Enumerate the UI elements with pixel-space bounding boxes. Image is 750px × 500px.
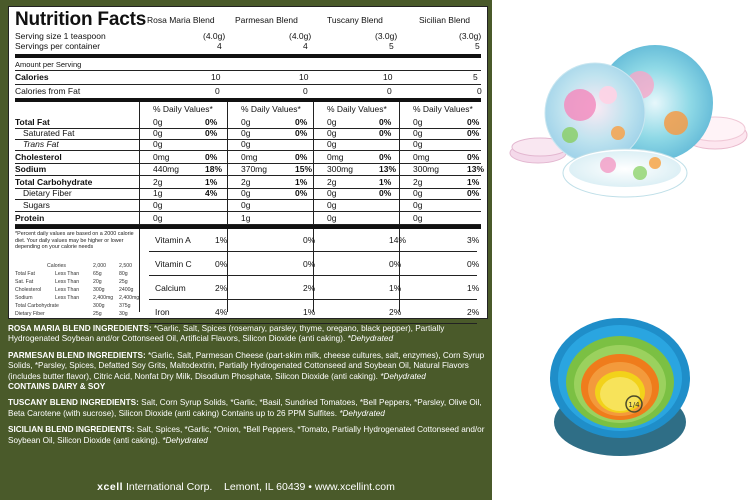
vitamin-value: 2% — [467, 307, 480, 317]
nutrient-amount: 0mg — [241, 152, 258, 162]
nutrient-amount: 0g — [153, 139, 163, 149]
column-separator — [139, 102, 140, 312]
vitamin-value: 0% — [467, 259, 480, 269]
footnote-table-cell: Sat. Fat — [15, 279, 34, 285]
nutrient-percent: 1% — [205, 177, 218, 187]
nutrient-percent: 0% — [467, 128, 480, 138]
dv-header: % Daily Values* — [327, 104, 387, 114]
nutrient-row — [15, 200, 481, 211]
footnote-table-cell: 300g — [93, 303, 105, 309]
servings-value: 5 — [475, 41, 480, 51]
footnote-table-cell: Less Than — [55, 295, 80, 301]
vitamin-value: 1% — [303, 307, 316, 317]
nutrient-label: Sugars — [23, 200, 50, 210]
column-header: Sicilian Blend — [419, 15, 471, 25]
nutrient-row — [15, 152, 481, 163]
divider — [15, 70, 481, 71]
footnote-table-cell: Cholesterol — [15, 287, 42, 293]
vitamin-value: 2% — [389, 307, 402, 317]
bullet-separator: • — [308, 481, 312, 493]
serving-size-label: Serving size 1 teaspoon — [15, 31, 106, 41]
divider — [15, 150, 481, 151]
nutrient-amount: 0g — [241, 200, 251, 210]
footnote-table-cell: 2,400mg — [93, 295, 114, 301]
vitamin-row — [149, 253, 480, 275]
footnote-table-cell: 2,000 — [93, 263, 106, 269]
footnote-table-cell: Total Carbohydrate — [15, 303, 59, 309]
servings-value: 5 — [389, 41, 394, 51]
footnote-table-cell: 2,500 — [119, 263, 132, 269]
nutrient-percent: 0% — [379, 128, 392, 138]
nutrient-label: Total Carbohydrate — [15, 177, 93, 187]
vitamin-value: 0% — [303, 259, 316, 269]
dv-header: % Daily Values* — [413, 104, 473, 114]
nutrient-percent: 0% — [467, 152, 480, 162]
nutrient-amount: 0g — [153, 128, 163, 138]
nutrient-amount: 0g — [153, 213, 163, 223]
nutrient-percent: 0% — [467, 188, 480, 198]
label-title: Nutrition Facts — [15, 9, 147, 30]
company-footer — [0, 481, 492, 493]
company-city: Lemont, IL 60439 — [224, 481, 306, 493]
nutrient-percent: 13% — [379, 164, 397, 174]
nutrient-amount: 0g — [327, 200, 337, 210]
footnote-table-cell: Less Than — [55, 271, 80, 277]
nutrient-amount: 0g — [327, 188, 337, 198]
vitamin-label: Vitamin C — [155, 259, 192, 269]
divider — [15, 211, 481, 212]
nutrient-row — [15, 213, 481, 224]
nutrient-percent: 0% — [295, 188, 308, 198]
vitamin-row — [149, 229, 480, 251]
nutrient-percent: 13% — [467, 164, 485, 174]
nutrient-amount: 0g — [413, 117, 423, 127]
vitamin-row — [149, 301, 480, 323]
nutrient-label: Protein — [15, 213, 45, 223]
nutrient-label: Total Fat — [15, 117, 50, 127]
nutrient-amount: 440mg — [153, 164, 179, 174]
company-url: www.xcellint.com — [314, 481, 395, 493]
sicilian-ingredients: SICILIAN BLEND INGREDIENTS: Salt, Spices, *Garlic, *Onion, *Bell Peppers, *Tomato, Partially Hydrogenated Cottonseed and/or Soybean Oil, Silicon Dioxide (anti caking). *Dehydrated — [8, 425, 485, 445]
nutrient-amount: 0g — [241, 139, 251, 149]
nutrient-percent: 0% — [205, 128, 218, 138]
serving-size-value: (3.0g) — [375, 31, 398, 41]
footnote-table-cell: 80g — [119, 271, 128, 277]
vitamin-value: 2% — [303, 283, 316, 293]
divider — [15, 175, 481, 176]
vitamin-value: 0% — [215, 259, 228, 269]
divider — [15, 98, 481, 102]
vitamin-label: Calcium — [155, 283, 186, 293]
footnote-table-cell: 2400g — [119, 287, 134, 293]
calories-label: Calories — [15, 72, 49, 82]
calories-value: 10 — [211, 72, 221, 82]
vitamin-row — [149, 277, 480, 299]
vitamin-value: 0% — [389, 259, 402, 269]
divider — [149, 299, 477, 300]
divider — [149, 251, 477, 252]
nutrient-amount: 0g — [241, 188, 251, 198]
bowl-size-mark: 1/4 — [628, 401, 640, 409]
vitamin-label: Iron — [155, 307, 170, 317]
dv-header: % Daily Values* — [153, 104, 213, 114]
nutrient-percent: 4% — [205, 188, 218, 198]
nutrient-amount: 0g — [153, 200, 163, 210]
nutrient-amount: 0g — [153, 117, 163, 127]
nutrient-amount: 0mg — [413, 152, 430, 162]
servings-value: 4 — [303, 41, 308, 51]
nutrient-amount: 0g — [327, 213, 337, 223]
nutrient-row — [15, 128, 481, 139]
vitamin-value: 0% — [303, 235, 316, 245]
ingredients-section — [8, 324, 488, 452]
calories-fat-value: 0 — [477, 86, 482, 96]
nutrient-amount: 0mg — [153, 152, 170, 162]
nutrient-percent: 0% — [379, 117, 392, 127]
nutrient-amount: 300mg — [413, 164, 439, 174]
footnote-table-cell: 25g — [93, 311, 102, 317]
nutrient-amount: 0g — [413, 200, 423, 210]
servings-value: 4 — [217, 41, 222, 51]
footnote-text: *Percent daily values are based on a 2000 calorie diet. Your daily values may be higher or lower depending on your calorie needs — [15, 231, 134, 251]
column-header: Tuscany Blend — [327, 15, 383, 25]
footnote-table-cell: 300g — [93, 287, 105, 293]
calories-fat-value: 0 — [387, 86, 392, 96]
nutrient-amount: 0g — [327, 139, 337, 149]
calories-row — [15, 72, 481, 83]
nutrient-percent: 15% — [295, 164, 313, 174]
calories-value: 5 — [473, 72, 478, 82]
divider — [149, 275, 477, 276]
vitamin-value: 3% — [467, 235, 480, 245]
vitamin-value: 1% — [389, 283, 402, 293]
footnote-table-cell: Less Than — [55, 287, 80, 293]
nutrient-amount: 0g — [413, 188, 423, 198]
nutrient-percent: 0% — [295, 128, 308, 138]
nutrient-percent: 1% — [467, 177, 480, 187]
nutrient-percent: 0% — [379, 152, 392, 162]
footnote-table-cell: 30g — [119, 311, 128, 317]
footnote-table-cell: Sodium — [15, 295, 33, 301]
serving-size-value: (3.0g) — [459, 31, 482, 41]
nutrient-amount: 2g — [327, 177, 337, 187]
nutrient-amount: 0g — [327, 128, 337, 138]
nutrient-label: Dietary Fiber — [23, 188, 72, 198]
calories-fat-row — [15, 86, 481, 97]
nutrient-amount: 2g — [413, 177, 423, 187]
tuscany-ingredients: TUSCANY BLEND INGREDIENTS: Salt, Corn Syrup Solids, *Garlic, *Basil, Sundried Tomatoes, *Bell Peppers, *Parsley, Olive Oil, Beta Carotene (with sucrose), Silicon Dioxide (anti caking) Contains up to 26 PPM Sulfites. *Dehydrated — [8, 398, 482, 418]
nutrient-amount: 1g — [153, 188, 163, 198]
vitamin-value: 14% — [389, 235, 407, 245]
amount-per-serving: Amount per Serving — [15, 60, 82, 69]
divider — [15, 54, 481, 58]
vitamin-value: 4% — [215, 307, 228, 317]
footnote-table-cell: 375g — [119, 303, 131, 309]
footnote-table-cell: 20g — [93, 279, 102, 285]
nutrient-percent: 1% — [295, 177, 308, 187]
nutrient-row — [15, 177, 481, 188]
brand-logo: xcell — [97, 481, 124, 493]
nutrient-percent: 0% — [205, 152, 218, 162]
nutrient-amount: 0mg — [327, 152, 344, 162]
nutrient-row — [15, 188, 481, 199]
nutrient-label: Saturated Fat — [23, 128, 75, 138]
nutrient-amount: 300mg — [327, 164, 353, 174]
floral-dinnerware-photo — [500, 35, 750, 205]
divider — [15, 84, 481, 85]
nutrient-amount: 2g — [153, 177, 163, 187]
serving-size-value: (4.0g) — [203, 31, 226, 41]
nutrient-percent: 0% — [205, 117, 218, 127]
nutrient-label: Trans Fat — [23, 139, 59, 149]
calories-fat-value: 0 — [215, 86, 220, 96]
dv-header: % Daily Values* — [241, 104, 301, 114]
footnote-table-cell: Calories — [47, 263, 67, 269]
company-name: International Corp. — [125, 481, 213, 493]
nutrient-amount: 0g — [327, 117, 337, 127]
nutrient-percent: 0% — [295, 152, 308, 162]
serving-size-value: (4.0g) — [289, 31, 312, 41]
nutrient-percent: 0% — [295, 117, 308, 127]
vitamin-value: 1% — [215, 235, 228, 245]
footnote-table-cell: Total Fat — [15, 271, 35, 277]
nutrient-row — [15, 164, 485, 175]
column-header: Parmesan Blend — [235, 15, 298, 25]
calories-value: 10 — [299, 72, 309, 82]
nutrient-percent: 0% — [379, 188, 392, 198]
nutrient-percent: 0% — [467, 117, 480, 127]
footnote-table-cell: 2,400mg — [119, 295, 140, 301]
nesting-measuring-bowls-photo — [548, 312, 693, 462]
servings-row — [15, 41, 481, 52]
nutrient-row — [15, 139, 481, 150]
daily-values-header-row — [15, 104, 481, 115]
nutrient-label: Cholesterol — [15, 152, 62, 162]
rosa-maria-ingredients: ROSA MARIA BLEND INGREDIENTS: *Garlic, Salt, Spices (rosemary, parsley, thyme, oregano, black pepper), Partially Hydrogenated Soybean and/or Cottonseed Oil, Artificial Flavors, Silicon Dioxide (anti caking). *Dehydrated — [8, 324, 445, 344]
nutrient-amount: 0g — [413, 139, 423, 149]
nutrient-percent: 1% — [379, 177, 392, 187]
nutrient-amount: 0g — [241, 128, 251, 138]
nutrition-facts-label — [8, 6, 488, 319]
nutrient-amount: 1g — [241, 213, 251, 223]
vitamin-label: Vitamin A — [155, 235, 191, 245]
footnote-table-cell: Dietary Fiber — [15, 311, 45, 317]
column-header: Rosa Maria Blend — [147, 15, 215, 25]
calories-fat-label: Calories from Fat — [15, 86, 81, 96]
parmesan-ingredients: PARMESAN BLEND INGREDIENTS: *Garlic, Salt, Parmesan Cheese (part-skim milk, cheese cultures, salt, enzymes), Corn Syrup Solids, *Parsley, Spices, Defatted Soy Grits, Maltodextrin, Partially Hydrogenated Cottonseed and Soybean Oil, Natural Flavors (includes butter flavor), Citric Acid, Nonfat Dry Milk, Disodium Phosphate, Silicon Dioxide (anti caking). *Dehydrated CONTAINS DAIRY & SOY — [8, 350, 485, 392]
nutrient-row — [15, 117, 481, 128]
nutrient-amount: 370mg — [241, 164, 267, 174]
nutrient-amount: 0g — [241, 117, 251, 127]
nutrient-amount: 2g — [241, 177, 251, 187]
calories-value: 10 — [383, 72, 393, 82]
nutrient-percent: 18% — [205, 164, 223, 174]
nutrient-amount: 0g — [413, 213, 423, 223]
daily-value-footnote — [15, 231, 145, 251]
calories-fat-value: 0 — [303, 86, 308, 96]
footnote-table-cell: 65g — [93, 271, 102, 277]
vitamin-value: 1% — [467, 283, 480, 293]
nutrient-amount: 0g — [413, 128, 423, 138]
footnote-table-cell: 25g — [119, 279, 128, 285]
vitamin-value: 2% — [215, 283, 228, 293]
footnote-table-cell: Less Than — [55, 279, 80, 285]
nutrient-label: Sodium — [15, 164, 47, 174]
servings-label: Servings per container — [15, 41, 101, 51]
